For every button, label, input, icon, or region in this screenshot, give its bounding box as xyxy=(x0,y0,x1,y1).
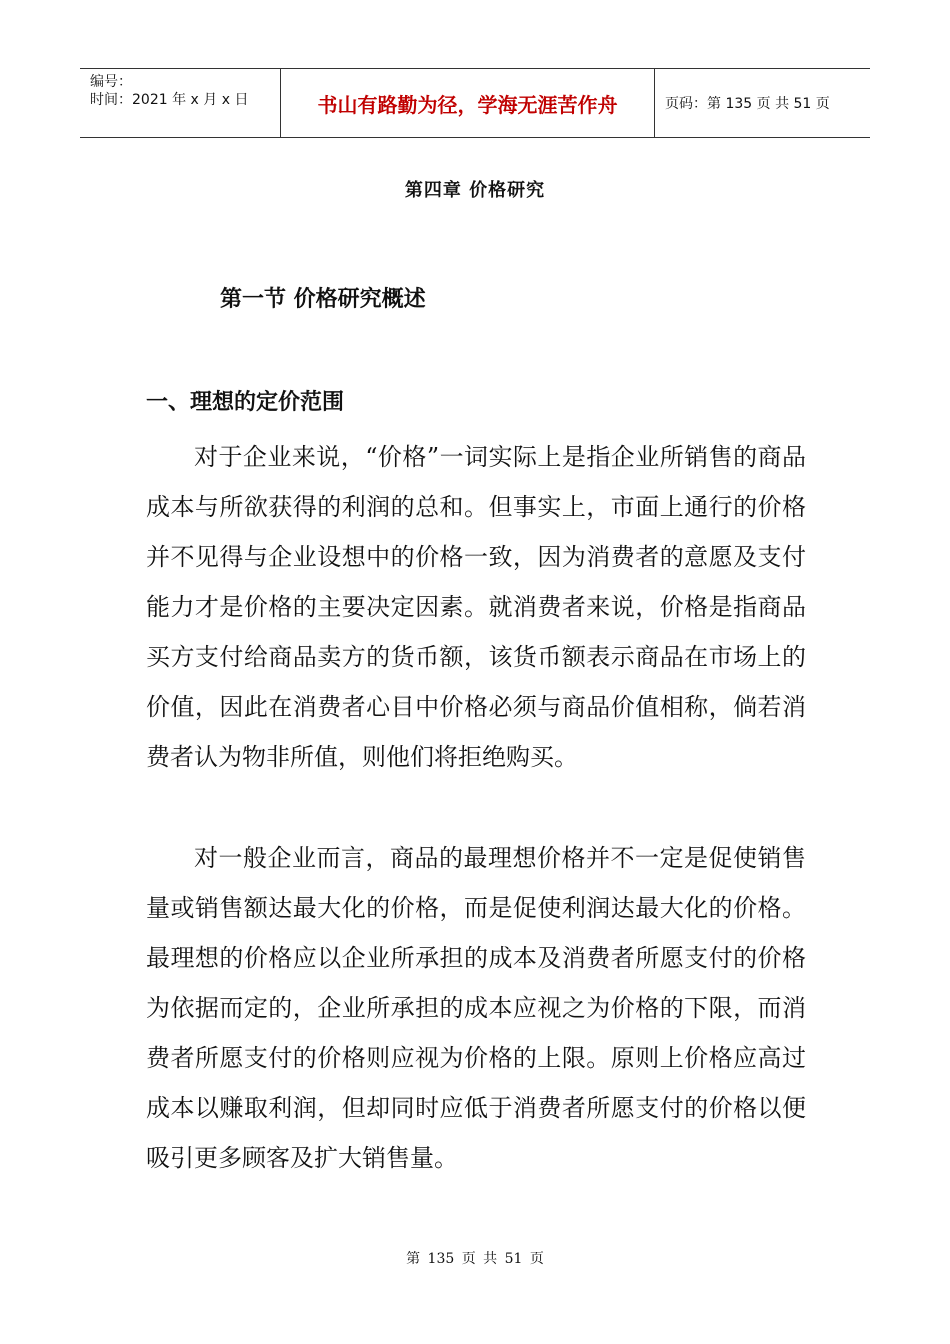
header-meta-cell xyxy=(80,69,281,137)
serial-number-label: 编号： xyxy=(90,74,132,90)
header-page-info: 页码：第 135 页 共 51 页 xyxy=(665,96,830,112)
document-header xyxy=(80,68,870,138)
paragraph: 对于企业来说，“价格”一词实际上是指企业所销售的商品成本与所欲获得的利润的总和。但事实上，市面上通行的价格并不见得与企业设想中的价格一致，因为消费者的意愿及支付能力才是价格的主要决定因素。就消费者来说，价格是指商品买方支付给商品卖方的货币额，该货币额表示商品在市场上的价值，因此在消费者心目中价格必须与商品价值相称，倘若消费者认为物非所值，则他们将拒绝购买。 xyxy=(146,443,806,771)
paragraph: 对一般企业而言，商品的最理想价格并不一定是促使销售量或销售额达最大化的价格，而是促使利润达最大化的价格。最理想的价格应以企业所承担的成本及消费者所愿支付的价格为依据而定的，企业所承担的成本应视之为价格的下限，而消费者所愿支付的价格则应视为价格的上限。原则上价格应高过成本以赚取利润，但却同时应低于消费者所愿支付的价格以便吸引更多顾客及扩大销售量。 xyxy=(146,844,806,1172)
section-title: 第一节 价格研究概述 xyxy=(220,287,426,312)
subsection-heading: 一、理想的定价范围 xyxy=(146,390,345,415)
header-motto: 书山有路勤为径，学海无涯苦作舟 xyxy=(281,69,655,137)
paragraph-block xyxy=(146,833,806,1183)
paragraph-block xyxy=(146,432,806,782)
date-line: 时间：2021 年 x 月 x 日 xyxy=(90,92,249,108)
chapter-title: 第四章 价格研究 xyxy=(404,180,546,201)
page-footer: 第 135 页 共 51 页 xyxy=(406,1251,544,1267)
